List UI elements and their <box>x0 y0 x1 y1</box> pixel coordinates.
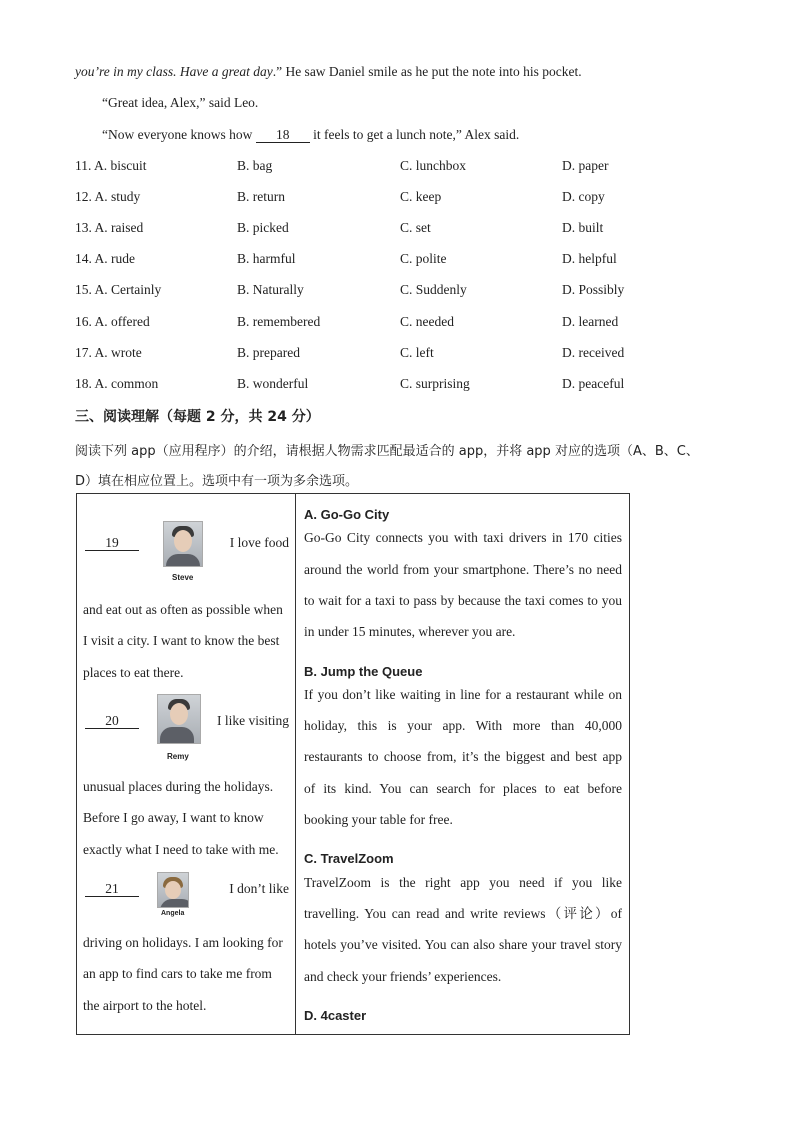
app-description-line: of its kind. You can search for places to eat before <box>304 780 622 796</box>
option-c: C. polite <box>400 251 447 267</box>
section-title: 三、阅读理解（每题 2 分，共 24 分） <box>75 409 320 425</box>
option-d: D. built <box>562 220 604 236</box>
answer-blank-19[interactable]: 19 <box>85 536 139 551</box>
option-b: B. bag <box>237 158 273 173</box>
passage-line-2: “Great idea, Alex,” said Leo. <box>102 95 259 110</box>
option-d: D. copy <box>562 189 605 205</box>
app-description-line: around the world from your smartphone. There’s no need <box>304 561 622 577</box>
option-c: C. lunchbox <box>400 158 466 173</box>
question-number-option-a: 11. A. biscuit <box>75 158 147 173</box>
passage-italic-text: you’re in my class. Have a great day <box>75 64 273 79</box>
person-20-text: unusual places during the holidays. Before I go away, I want to know exactly what I need to take with me. <box>83 779 279 857</box>
option-b: B. return <box>237 189 285 205</box>
question-number-option-a: 12. A. study <box>75 189 141 205</box>
question-number-option-a: 15. A. Certainly <box>75 282 162 298</box>
person-21-text: driving on holidays. I am looking for an app to find cars to take me from the airport to the hotel. <box>83 935 283 1013</box>
app-description-line: Go-Go City connects you with taxi drivers in 170 cities <box>304 530 622 546</box>
question-number-option-a: 13. A. raised <box>75 220 144 236</box>
app-description-line: travelling. You can read and write reviews（评论）of <box>304 905 622 921</box>
app-description-line: and check your friends’ experiences. <box>304 968 502 984</box>
option-c: C. Suddenly <box>400 282 467 298</box>
option-d: D. paper <box>562 158 609 173</box>
passage-text: .” He saw Daniel smile as he put the note into his pocket. <box>272 64 582 79</box>
person-name: Angela <box>161 910 185 917</box>
passage-line-3 <box>102 127 519 143</box>
instruction-line-1: 阅读下列 app（应用程序）的介绍，请根据人物需求匹配最适合的 app，并将 app 对应的选项（A、B、C、 <box>75 444 699 459</box>
app-description-line: holiday, this is your app. With more than 40,000 <box>304 718 622 734</box>
person-name: Steve <box>172 573 194 582</box>
instruction-line-2: D）填在相应位置上。选项中有一项为多余选项。 <box>75 474 359 489</box>
option-b: B. prepared <box>237 344 300 360</box>
person-19-text: and eat out as often as possible when I visit a city. I want to know the best places to eat there. <box>83 602 283 680</box>
question-number-option-a: 17. A. wrote <box>75 344 142 360</box>
app-description-line: to wait for a taxi to pass by because the taxi comes to you <box>304 592 622 608</box>
option-d: D. peaceful <box>562 375 625 391</box>
matching-table <box>76 493 630 1035</box>
option-b: B. picked <box>237 220 289 236</box>
option-c: C. surprising <box>400 375 470 391</box>
option-c: C. needed <box>400 313 454 329</box>
app-description-line: TravelZoom is the right app you need if you like <box>304 874 622 890</box>
app-description-line: If you don’t like waiting in line for a restaurant while on <box>304 686 622 702</box>
option-d: D. helpful <box>562 251 617 267</box>
person-text: I don’t like <box>229 881 289 896</box>
app-heading: B. Jump the Queue <box>304 663 423 679</box>
option-b: B. harmful <box>237 251 296 267</box>
option-c: C. keep <box>400 189 442 205</box>
option-c: C. set <box>400 220 431 236</box>
option-d: D. Possibly <box>562 282 625 298</box>
app-description-line: booking your table for free. <box>304 812 453 827</box>
answer-blank-18[interactable]: 18 <box>256 128 310 143</box>
people-column <box>77 494 296 1035</box>
passage-text: “Now everyone knows how <box>102 127 256 142</box>
question-number-option-a: 14. A. rude <box>75 251 135 267</box>
answer-blank-21[interactable]: 21 <box>85 882 139 897</box>
option-d: D. learned <box>562 313 619 329</box>
passage-text: it feels to get a lunch note,” Alex said. <box>309 127 520 142</box>
passage-line-1 <box>75 64 582 80</box>
option-c: C. left <box>400 344 434 360</box>
option-d: D. received <box>562 344 625 360</box>
option-b: B. remembered <box>237 313 321 329</box>
question-number-option-a: 18. A. common <box>75 375 159 391</box>
avatar-steve <box>163 521 203 567</box>
app-heading: D. 4caster <box>304 1007 367 1023</box>
app-description-line: hotels you’ve visited. You can also share your travel story <box>304 937 622 953</box>
app-heading: C. TravelZoom <box>304 851 394 867</box>
person-text: I like visiting <box>217 713 289 728</box>
option-b: B. Naturally <box>237 282 304 298</box>
avatar-angela <box>157 872 189 908</box>
avatar-remy <box>157 694 201 744</box>
app-heading: A. Go-Go City <box>304 507 390 522</box>
option-b: B. wonderful <box>237 375 309 391</box>
app-description-line: restaurants to choose from, it’s the biggest and best app <box>304 749 622 765</box>
apps-column <box>296 494 630 1035</box>
answer-blank-20[interactable]: 20 <box>85 714 139 729</box>
question-number-option-a: 16. A. offered <box>75 313 150 329</box>
app-description-line: in under 15 minutes, wherever you are. <box>304 624 516 640</box>
person-name: Remy <box>167 752 189 761</box>
person-text: I love food <box>229 535 289 550</box>
